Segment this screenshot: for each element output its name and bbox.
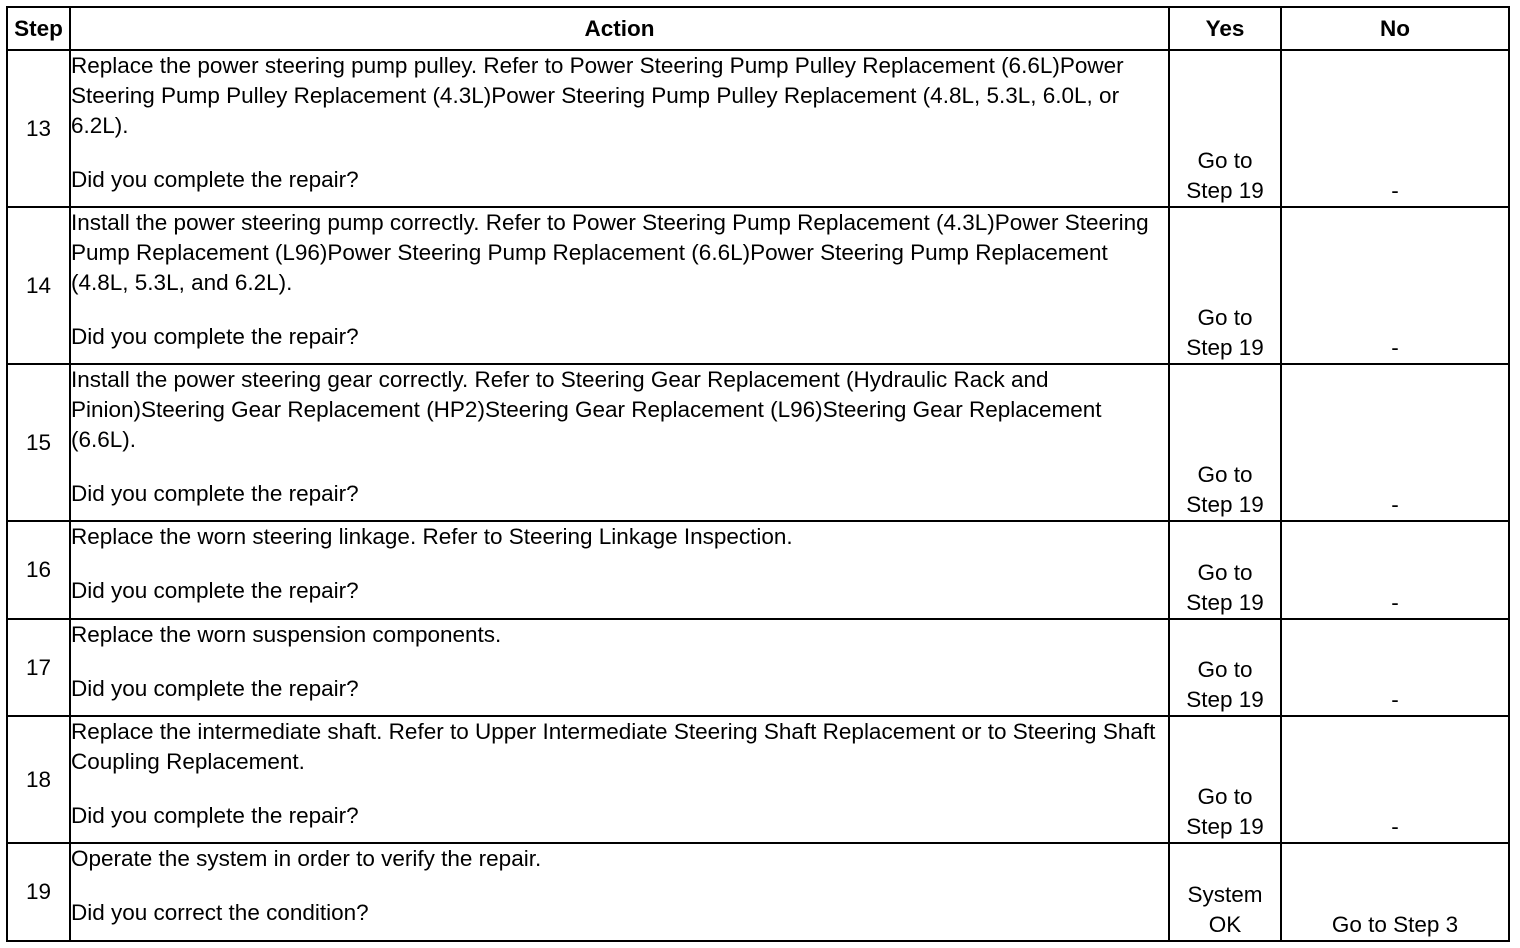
yes-result-line2: Step 19 <box>1186 178 1264 203</box>
yes-result-line2: Step 19 <box>1186 687 1264 712</box>
action-cell <box>70 50 1169 207</box>
table-row <box>7 843 1509 941</box>
no-result: - <box>1391 178 1399 203</box>
yes-result-line1: Go to <box>1197 462 1253 487</box>
action-question: Did you complete the repair? <box>71 676 359 701</box>
table-row <box>7 50 1509 207</box>
yes-result-line1: Go to <box>1197 305 1253 330</box>
table-row <box>7 521 1509 619</box>
yes-result-line2: Step 19 <box>1186 335 1264 360</box>
yes-cell <box>1169 50 1281 207</box>
action-cell <box>70 207 1169 364</box>
no-result: - <box>1391 687 1399 712</box>
action-question: Did you correct the condition? <box>71 900 369 925</box>
header-yes: Yes <box>1169 7 1281 50</box>
no-cell <box>1281 521 1509 619</box>
yes-cell <box>1169 364 1281 521</box>
step-number: 15 <box>7 364 70 521</box>
action-cell <box>70 364 1169 521</box>
yes-result-line1: Go to <box>1197 784 1253 809</box>
action-instruction: Install the power steering gear correctly. Refer to Steering Gear Replacement (Hydraulic Rack and Pinion)Steering Gear Replacement (HP2)Steering Gear Replacement (L96)Steering Gear Replacement (6.6L). <box>71 367 1102 452</box>
step-number: 14 <box>7 207 70 364</box>
step-number: 18 <box>7 716 70 843</box>
action-instruction: Replace the intermediate shaft. Refer to Upper Intermediate Steering Shaft Replacement or to Steering Shaft Coupling Replacement. <box>71 719 1156 774</box>
header-no: No <box>1281 7 1509 50</box>
action-cell <box>70 521 1169 619</box>
yes-cell <box>1169 716 1281 843</box>
table-row <box>7 716 1509 843</box>
yes-result-line1: System <box>1187 882 1263 907</box>
yes-result-line2: OK <box>1208 912 1242 937</box>
action-question: Did you complete the repair? <box>71 324 359 349</box>
yes-cell <box>1169 843 1281 941</box>
table-row <box>7 619 1509 716</box>
yes-result-line2: Step 19 <box>1186 590 1264 615</box>
step-number: 13 <box>7 50 70 207</box>
no-cell <box>1281 843 1509 941</box>
step-number: 16 <box>7 521 70 619</box>
yes-cell <box>1169 619 1281 716</box>
no-result: - <box>1391 814 1399 839</box>
yes-result-line1: Go to <box>1197 657 1253 682</box>
yes-result-line1: Go to <box>1197 148 1253 173</box>
action-question: Did you complete the repair? <box>71 803 359 828</box>
step-number: 17 <box>7 619 70 716</box>
yes-cell <box>1169 207 1281 364</box>
no-result: Go to Step 3 <box>1331 912 1459 937</box>
yes-result-line2: Step 19 <box>1186 492 1264 517</box>
yes-result-line1: Go to <box>1197 560 1253 585</box>
no-cell <box>1281 364 1509 521</box>
no-cell <box>1281 207 1509 364</box>
action-instruction: Replace the worn suspension components. <box>71 622 502 647</box>
no-result: - <box>1391 492 1399 517</box>
yes-cell <box>1169 521 1281 619</box>
action-instruction: Replace the worn steering linkage. Refer to Steering Linkage Inspection. <box>71 524 793 549</box>
action-question: Did you complete the repair? <box>71 578 359 603</box>
action-cell <box>70 716 1169 843</box>
action-question: Did you complete the repair? <box>71 167 359 192</box>
header-row <box>7 7 1509 50</box>
table-row <box>7 364 1509 521</box>
header-action: Action <box>70 7 1169 50</box>
no-result: - <box>1391 590 1399 615</box>
yes-result-line2: Step 19 <box>1186 814 1264 839</box>
table-row <box>7 207 1509 364</box>
step-number: 19 <box>7 843 70 941</box>
action-cell <box>70 619 1169 716</box>
no-result: - <box>1391 335 1399 360</box>
action-instruction: Replace the power steering pump pulley. Refer to Power Steering Pump Pulley Replacement (6.6L)Power Steering Pump Pulley Replacement (4.3L)Power Steering Pump Pulley Replacement (4.8L, 5.3L, 6.0L, or 6.2L). <box>71 53 1124 138</box>
header-step: Step <box>7 7 70 50</box>
action-instruction: Install the power steering pump correctly. Refer to Power Steering Pump Replacement (4.3L)Power Steering Pump Replacement (L96)Power Steering Pump Replacement (6.6L)Power Steering Pump Replacement (4.8L, 5.3L, and 6.2L). <box>71 210 1149 295</box>
no-cell <box>1281 619 1509 716</box>
action-question: Did you complete the repair? <box>71 481 359 506</box>
no-cell <box>1281 50 1509 207</box>
no-cell <box>1281 716 1509 843</box>
action-instruction: Operate the system in order to verify the repair. <box>71 846 542 871</box>
diagnostic-table <box>6 6 1510 942</box>
action-cell <box>70 843 1169 941</box>
